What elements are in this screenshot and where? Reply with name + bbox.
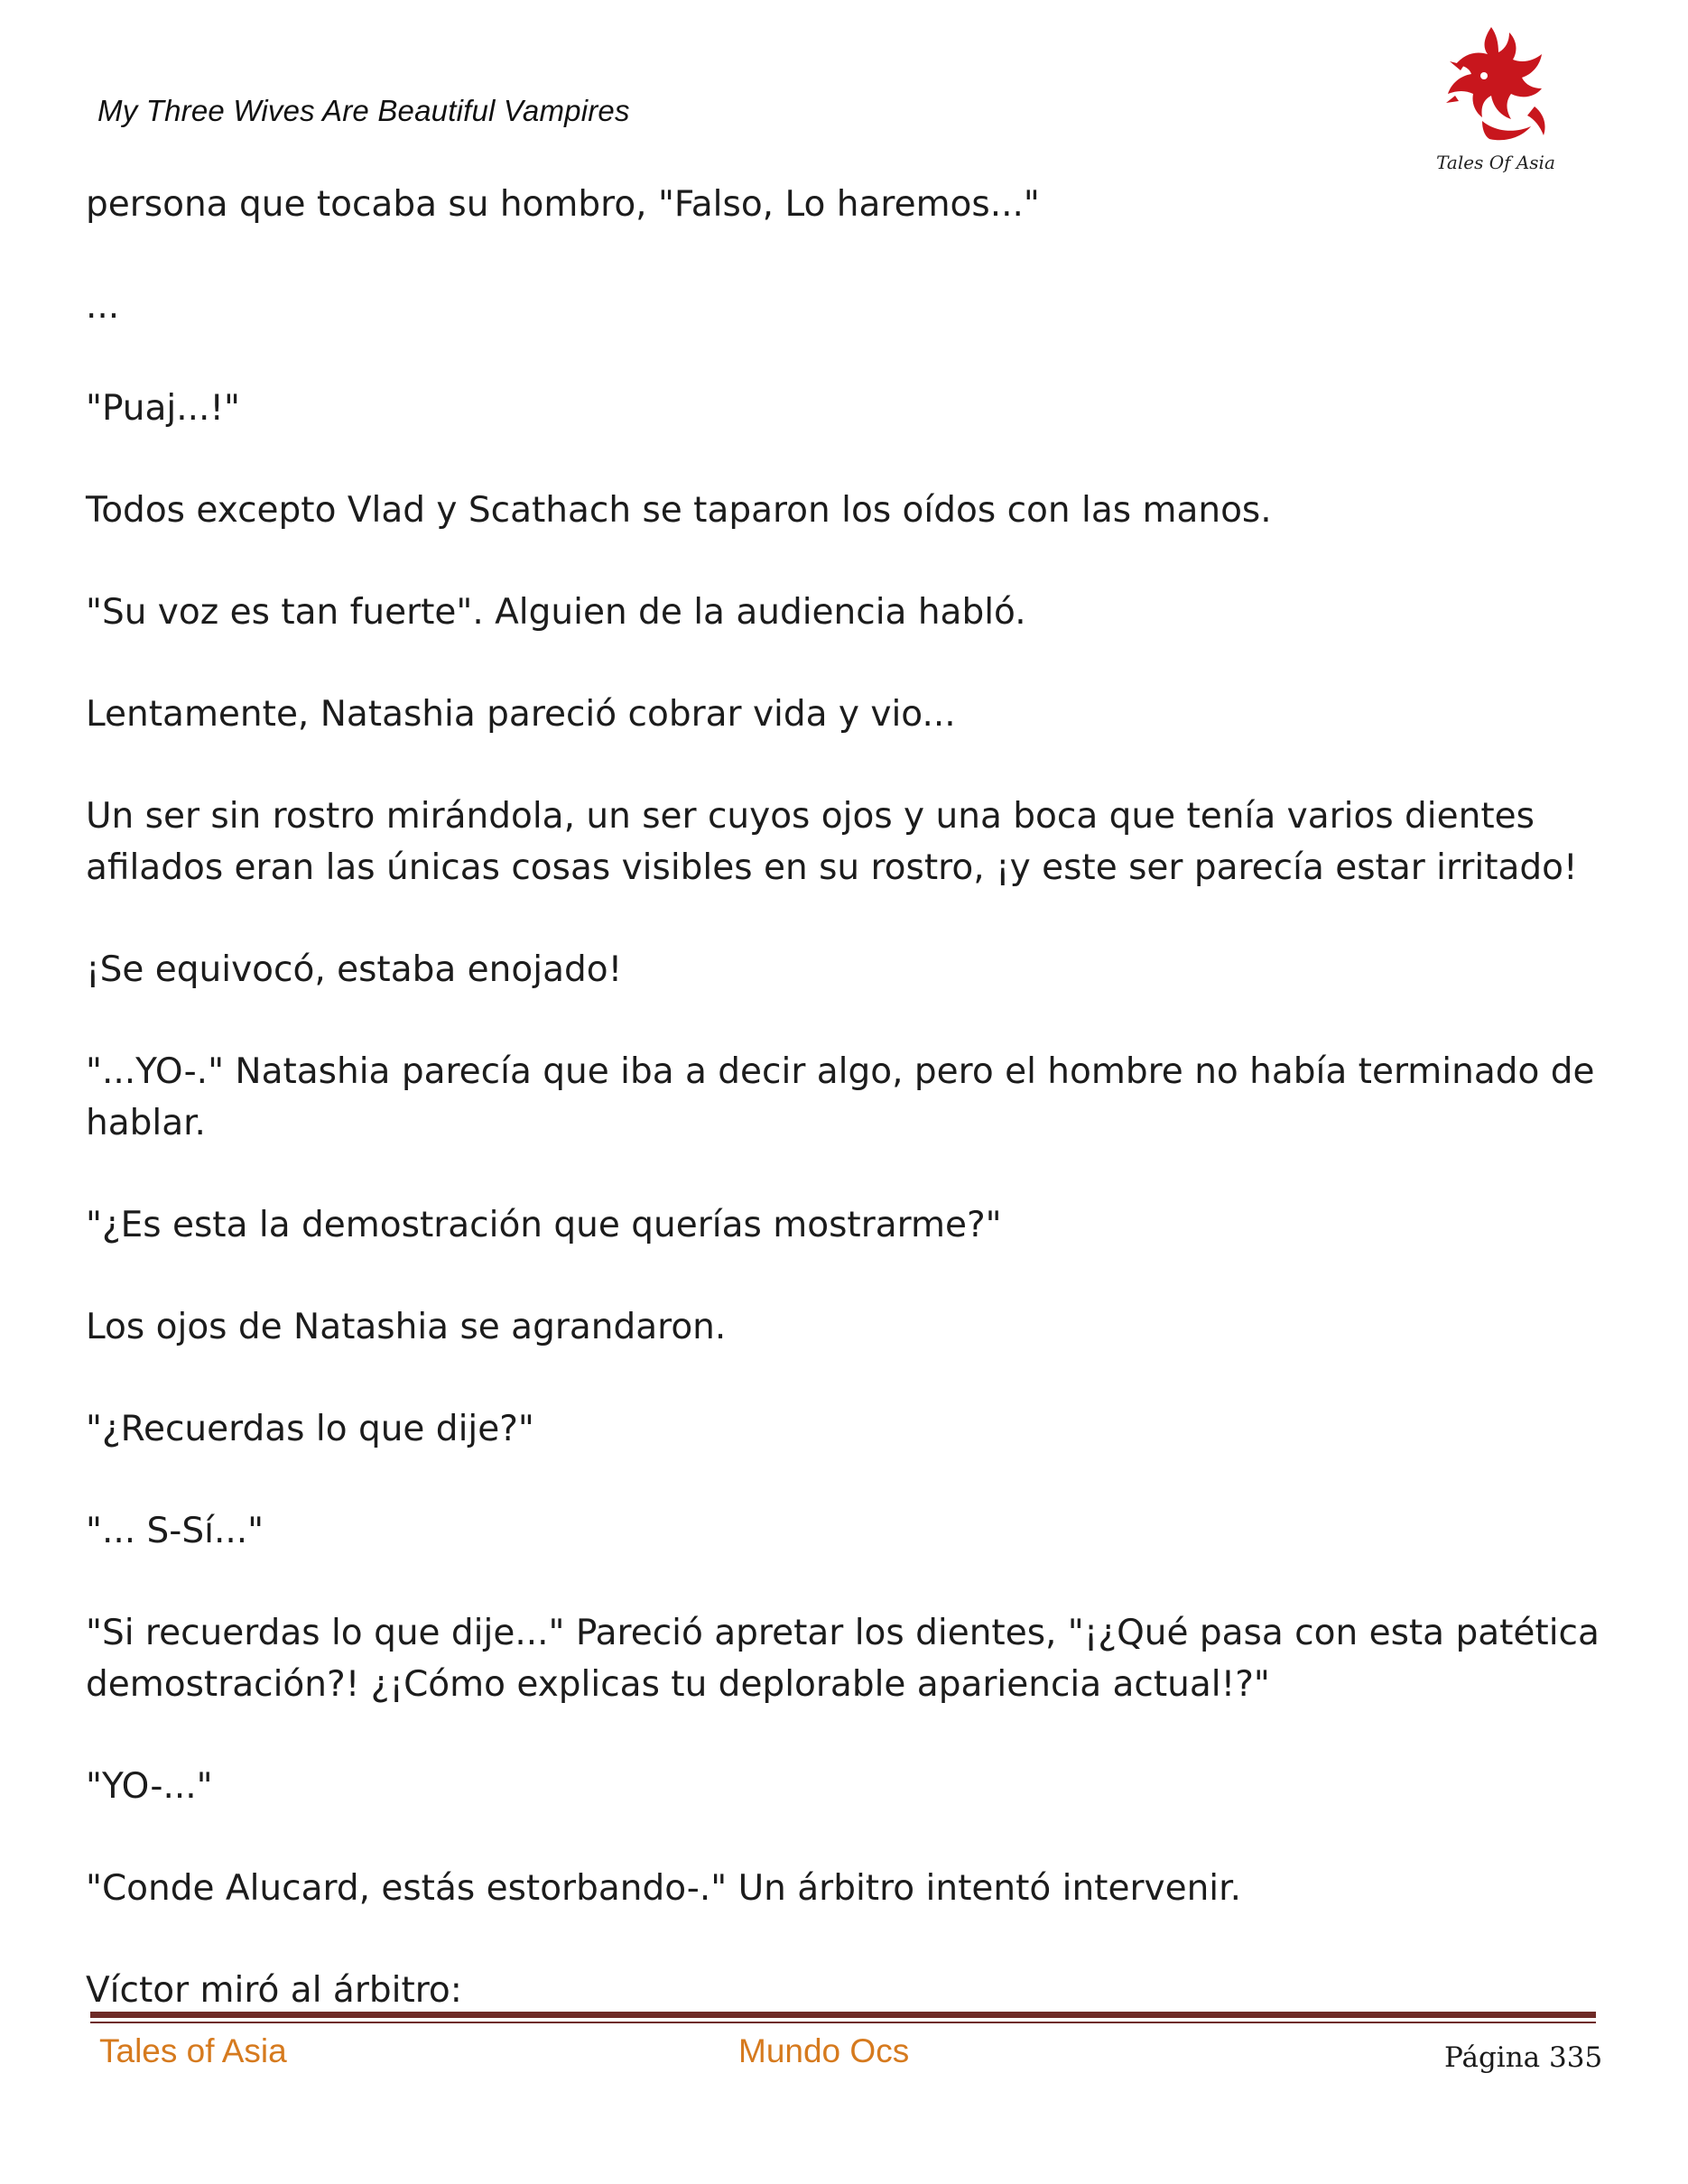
tales-of-asia-logo [1428, 20, 1563, 182]
paragraph: "¿Recuerdas lo que dije?" [86, 1409, 534, 1449]
paragraph: Los ojos de Natashia se agrandaron. [86, 1307, 727, 1347]
paragraph: "... S-Sí..." [86, 1511, 264, 1551]
paragraph: persona que tocaba su hombro, "Falso, Lo haremos..." [86, 184, 1040, 225]
red-dragon-icon [1428, 20, 1563, 155]
paragraph: "Su voz es tan fuerte". Alguien de la audiencia habló. [86, 592, 1026, 633]
paragraph: "...YO-." Natashia parecía que iba a decir algo, pero el hombre no había terminado de hablar. [86, 1051, 1595, 1143]
footer-divider-thin [90, 2022, 1596, 2023]
paragraph: "YO-..." [86, 1766, 213, 1807]
logo-text: Tales Of Asia [1436, 152, 1555, 173]
page-body [86, 179, 1602, 2016]
paragraph: "¿Es esta la demostración que querías mostrarme?" [86, 1205, 1002, 1245]
paragraph: "Si recuerdas lo que dije..." Pareció apretar los dientes, "¡¿Qué pasa con esta patética demostración?! ¿¡Cómo explicas tu deplorable apariencia actual!?" [86, 1613, 1600, 1705]
paragraph: Víctor miró al árbitro: [86, 1970, 462, 2011]
paragraph: ... [86, 286, 120, 327]
footer-divider [90, 2012, 1596, 2018]
paragraph: Un ser sin rostro mirándola, un ser cuyos ojos y una boca que tenía varios dientes afilados eran las únicas cosas visibles en su rostro, ¡y este ser parecía estar irritado! [86, 796, 1578, 888]
page-number: Página 335 [1444, 2041, 1603, 2074]
footer-publisher: Tales of Asia [99, 2032, 287, 2069]
paragraph: "Puaj...!" [86, 388, 240, 429]
paragraph: ¡Se equivocó, estaba enojado! [86, 949, 623, 990]
book-title: My Three Wives Are Beautiful Vampires [97, 94, 630, 127]
paragraph: "Conde Alucard, estás estorbando-." Un árbitro intentó intervenir. [86, 1868, 1241, 1909]
footer-site: Mundo Ocs [738, 2032, 910, 2069]
paragraph: Todos excepto Vlad y Scathach se taparon los oídos con las manos. [86, 490, 1272, 531]
paragraph: Lentamente, Natashia pareció cobrar vida y vio... [86, 694, 956, 735]
